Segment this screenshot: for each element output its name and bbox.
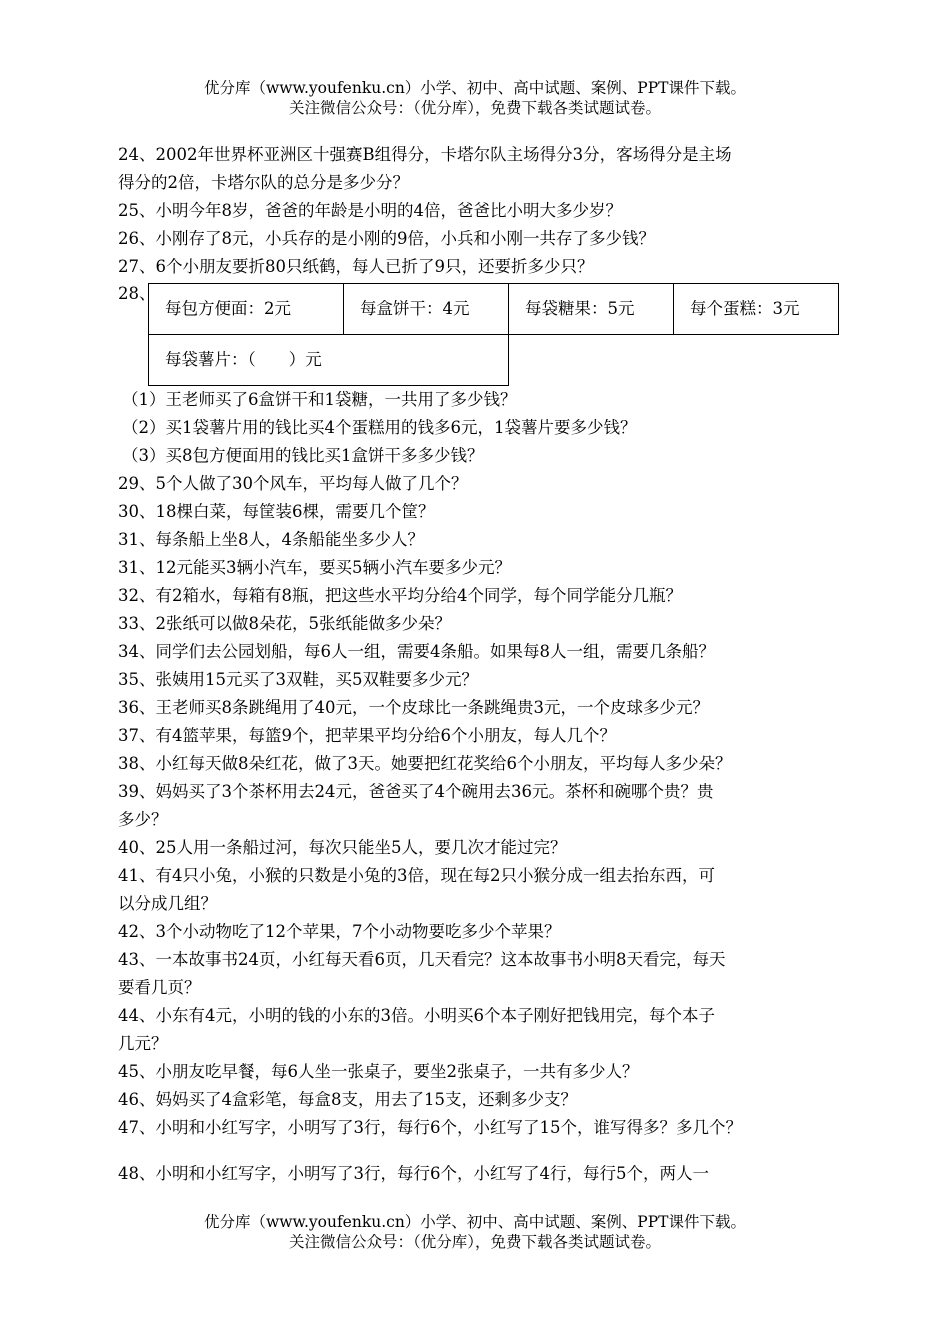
price-cell-empty	[509, 335, 674, 386]
price-cell-candy: 每袋糖果：5元	[509, 284, 674, 335]
spacer	[118, 1142, 840, 1160]
question-43-line-1: 43、一本故事书24页，小红每天看6页，几天看完？这本故事书小明8天看完，每天	[118, 950, 726, 969]
question-42: 42、3个小动物吃了12个苹果，7个小动物要吃多少个苹果？	[118, 922, 561, 941]
question-47: 47、小明和小红写字，小明写了3行，每行6个，小红写了15个，谁写得多？多几个？	[118, 1118, 742, 1137]
question-28-label: 28、	[118, 284, 156, 303]
price-cell-empty	[674, 335, 839, 386]
question-41-line-1: 41、有4只小兔，小猴的只数是小兔的3倍，现在每2只小猴分成一组去抬东西，可	[118, 866, 715, 885]
question-24-line-1: 24、2002年世界杯亚洲区十强赛B组得分，卡塔尔队主场得分3分，客场得分是主场	[118, 145, 732, 164]
question-list	[118, 141, 840, 1188]
question-30: 30、18棵白菜，每筐装6棵，需要几个筐？	[118, 502, 435, 521]
question-38: 38、小红每天做8朵红花，做了3天。她要把红花奖给6个小朋友，平均每人多少朵？	[118, 754, 732, 773]
question-44-line-1: 44、小东有4元，小明的钱的小东的3倍。小明买6个本子刚好把钱用完，每个本子	[118, 1006, 715, 1025]
question-35: 35、张姨用15元买了3双鞋，买5双鞋要多少元？	[118, 670, 478, 689]
question-45: 45、小朋友吃早餐，每6人坐一张桌子，要坐2张桌子，一共有多少人？	[118, 1062, 639, 1081]
header-line-2: 关注微信公众号：（优分库），免费下载各类试题试卷。	[288, 99, 661, 117]
page-footer	[0, 1212, 950, 1252]
question-33: 33、2张纸可以做8朵花，5张纸能做多少朵？	[118, 614, 451, 633]
question-39-line-2: 多少？	[118, 810, 168, 829]
question-44-line-2: 几元？	[118, 1034, 168, 1053]
question-28-part-2: （2）买1袋薯片用的钱比买4个蛋糕用的钱多6元，1袋薯片要多少钱？	[122, 418, 637, 437]
footer-line-2: 关注微信公众号：（优分库），免费下载各类试题试卷。	[288, 1233, 661, 1251]
question-43-line-2: 要看几页？	[118, 978, 201, 997]
question-31a: 31、每条船上坐8人，4条船能坐多少人？	[118, 530, 424, 549]
price-cell-biscuits: 每盒饼干：4元	[344, 284, 509, 335]
question-37: 37、有4篮苹果，每篮9个，把苹果平均分给6个小朋友，每人几个？	[118, 726, 616, 745]
question-39-line-1: 39、妈妈买了3个茶杯用去24元，爸爸买了4个碗用去36元。茶杯和碗哪个贵？贵	[118, 782, 714, 801]
question-26: 26、小刚存了8元，小兵存的是小刚的9倍，小兵和小刚一共存了多少钱？	[118, 229, 655, 248]
question-41-line-2: 以分成几组？	[118, 894, 217, 913]
question-40: 40、25人用一条船过河，每次只能坐5人，要几次才能过完？	[118, 838, 567, 857]
question-24-line-2: 得分的2倍，卡塔尔队的总分是多少分？	[118, 173, 409, 192]
question-28	[118, 280, 840, 386]
question-25: 25、小明今年8岁，爸爸的年龄是小明的4倍，爸爸比小明大多少岁？	[118, 201, 622, 220]
question-27: 27、6个小朋友要折80只纸鹤，每人已折了9只，还要折多少只？	[118, 257, 594, 276]
question-32: 32、有2箱水，每箱有8瓶，把这些水平均分给4个同学，每个同学能分几瓶？	[118, 586, 682, 605]
page-header	[0, 78, 950, 118]
question-46: 46、妈妈买了4盒彩笔，每盒8支，用去了15支，还剩多少支？	[118, 1090, 577, 1109]
footer-line-1: 优分库（www.youfenku.cn）小学、初中、高中试题、案例、PPT课件下载。	[203, 1213, 747, 1231]
price-cell-cake: 每个蛋糕：3元	[674, 284, 839, 335]
question-48: 48、小明和小红写字，小明写了3行，每行6个，小红写了4行，每行5个，两人一	[118, 1164, 709, 1183]
question-31b: 31、12元能买3辆小汽车，要买5辆小汽车要多少元？	[118, 558, 511, 577]
question-28-part-1: （1）王老师买了6盒饼干和1袋糖，一共用了多少钱？	[122, 390, 517, 409]
question-29: 29、5个人做了30个风车，平均每人做了几个？	[118, 474, 468, 493]
question-36: 36、王老师买8条跳绳用了40元，一个皮球比一条跳绳贵3元，一个皮球多少元？	[118, 698, 709, 717]
price-table	[148, 283, 839, 386]
question-28-part-3: （3）买8包方便面用的钱比买1盒饼干多多少钱？	[122, 446, 484, 465]
price-cell-chips: 每袋薯片：（ ）元	[149, 335, 509, 386]
price-cell-noodles: 每包方便面：2元	[149, 284, 344, 335]
question-34: 34、同学们去公园划船，每6人一组，需要4条船。如果每8人一组，需要几条船？	[118, 642, 715, 661]
header-line-1: 优分库（www.youfenku.cn）小学、初中、高中试题、案例、PPT课件下载。	[203, 79, 747, 97]
